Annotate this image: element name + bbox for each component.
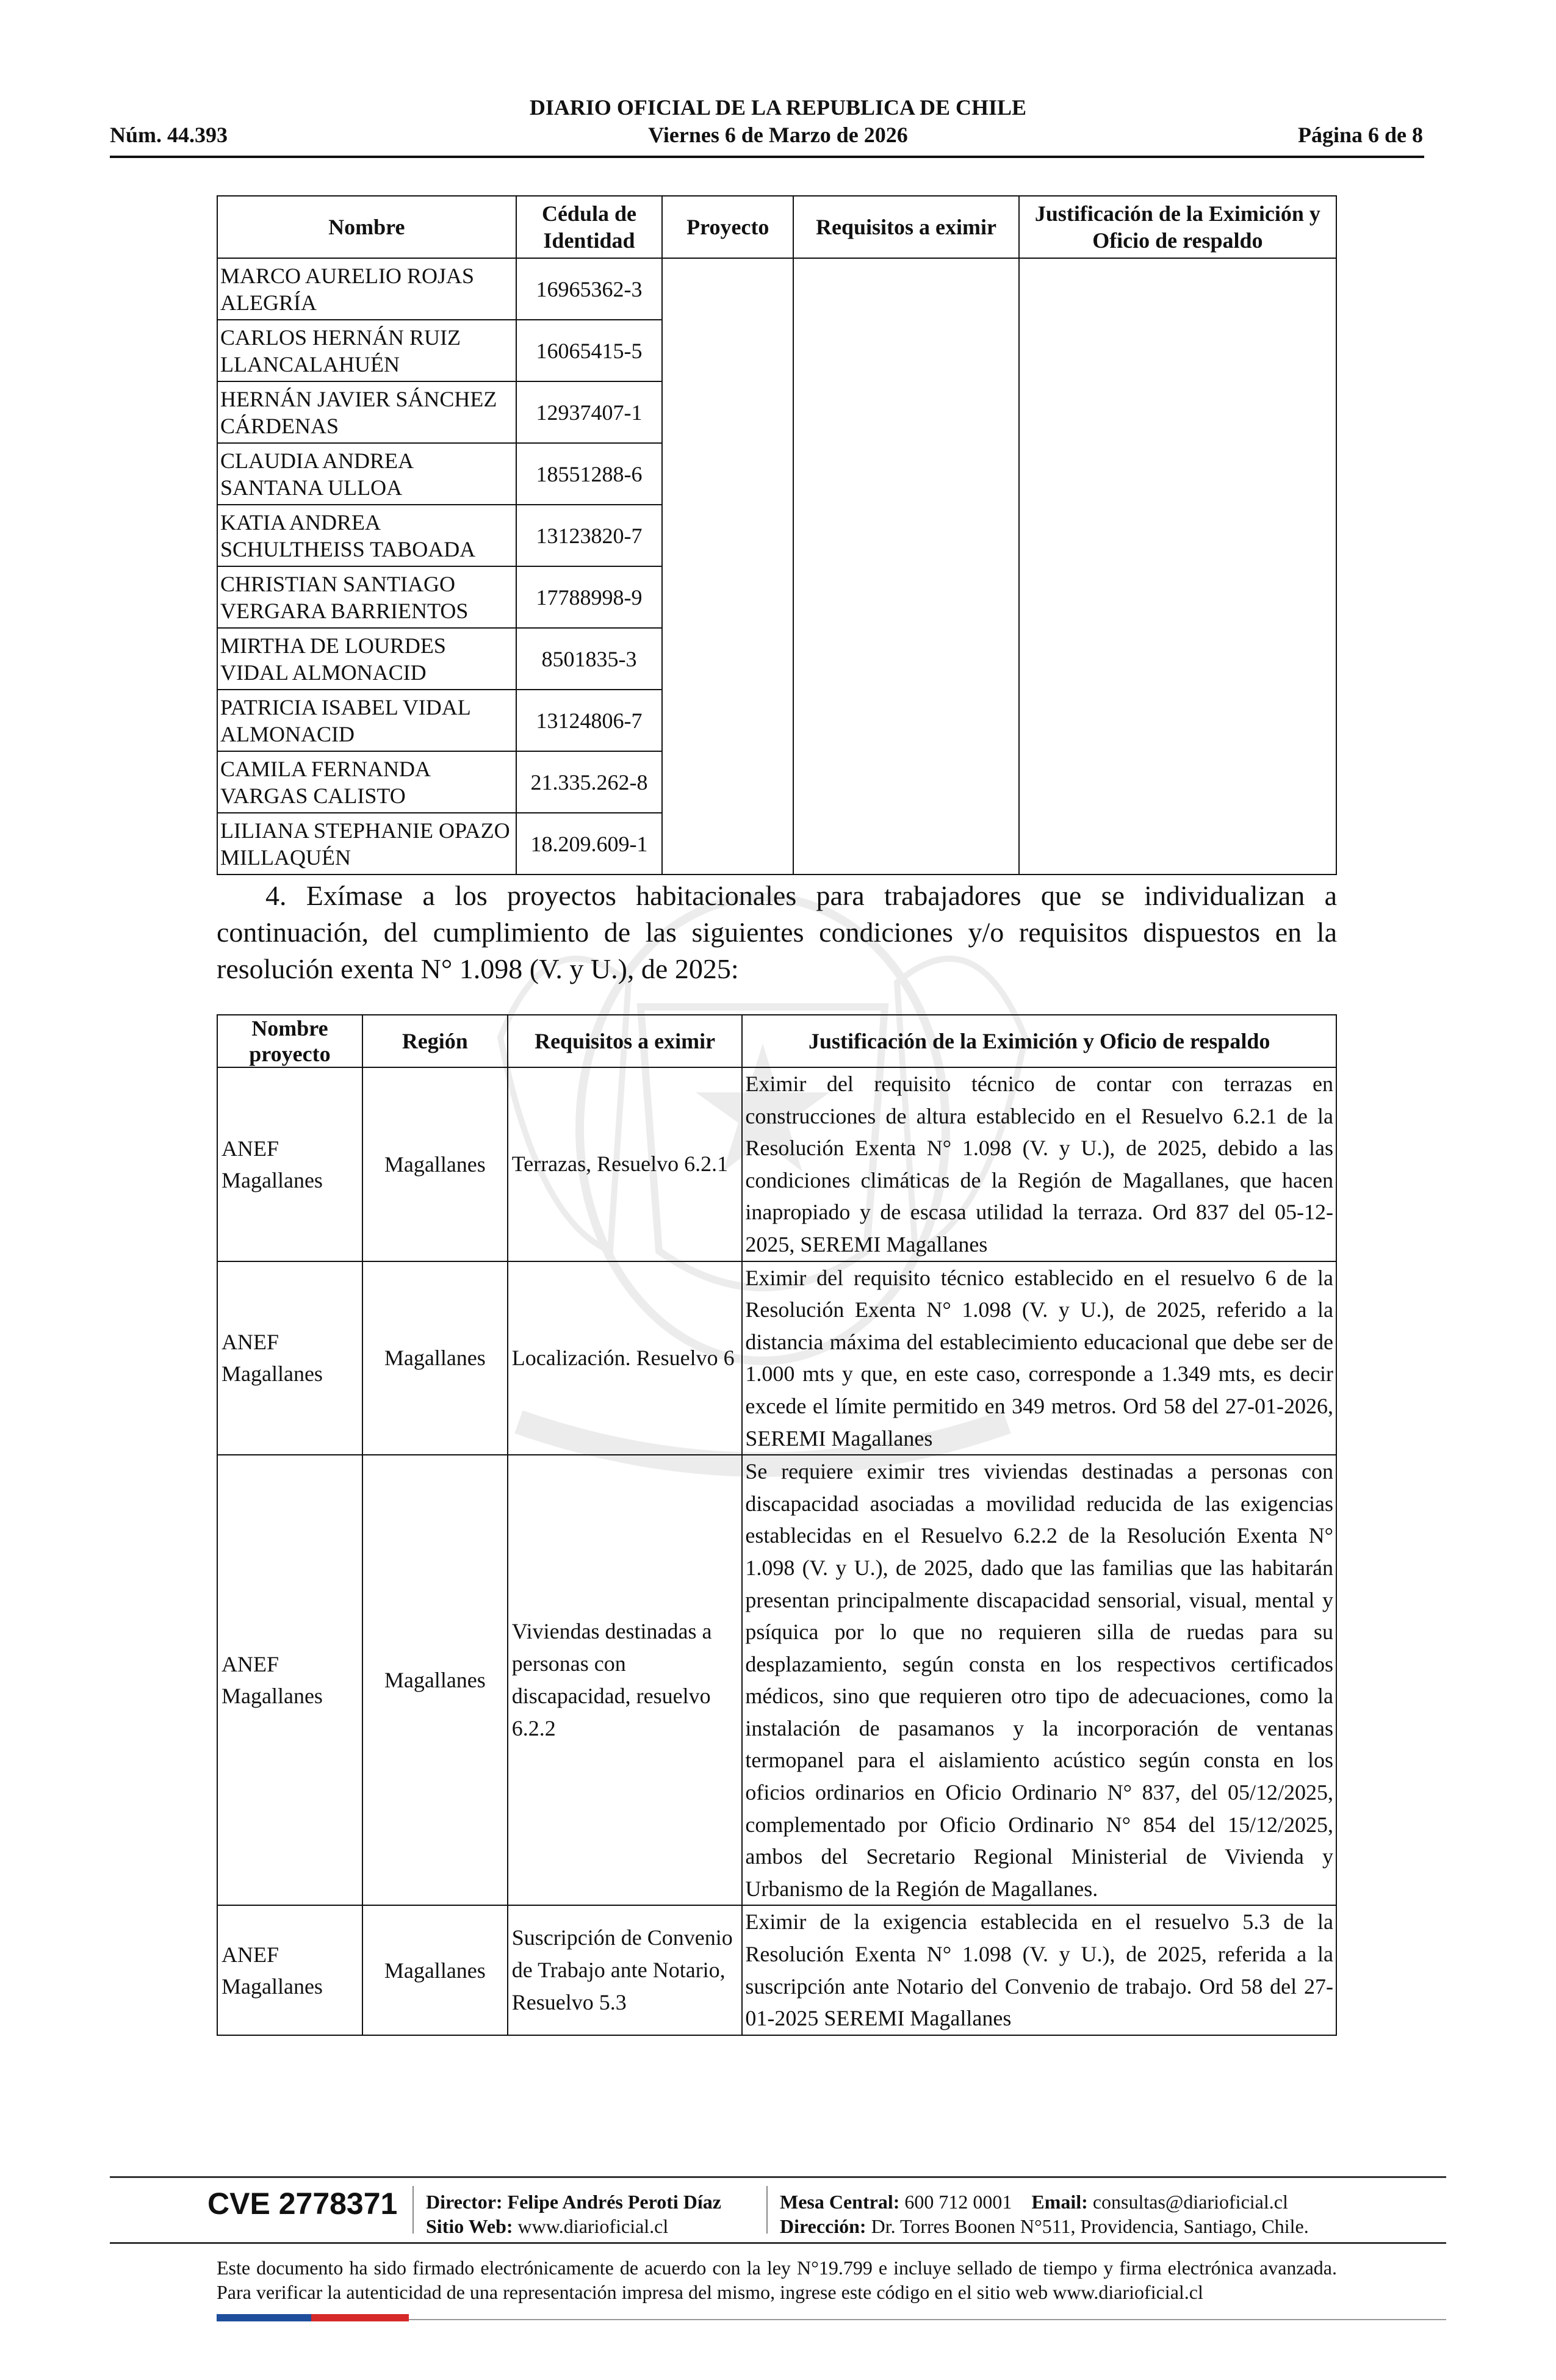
header-cell: Nombre proyecto	[217, 1015, 362, 1067]
requirement: Suscripción de Convenio de Trabajo ante Notario, Resuelvo 5.3	[508, 1905, 743, 2035]
table-row	[217, 1261, 1336, 1455]
worker-id: 18551288-6	[516, 443, 663, 505]
project-name: ANEF Magallanes	[217, 1067, 362, 1261]
footer-director-block	[426, 2190, 721, 2238]
worker-id: 21.335.262-8	[516, 751, 663, 813]
project-name: ANEF Magallanes	[217, 1455, 362, 1905]
director-label: Director:	[426, 2191, 503, 2213]
table-header-row	[217, 1015, 1336, 1067]
signature-disclaimer: Este documento ha sido firmado electrónicamente de acuerdo con la ley N°19.799 e incluye sellado de tiempo y firma electrónica avanzada. Para verificar la autenticidad de una representación impresa del mismo, ingrese este código en el sitio web www.diarioficial.cl	[217, 2257, 1337, 2303]
site-label: Sitio Web:	[426, 2215, 513, 2237]
footer-separator	[412, 2186, 414, 2234]
worker-id: 16065415-5	[516, 320, 663, 381]
table-row	[217, 1905, 1336, 2035]
workers-table	[217, 195, 1337, 875]
worker-name: KATIA ANDREA SCHULTHEISS TABOADA	[217, 505, 516, 566]
justification-cell	[1019, 258, 1336, 874]
header-divider	[110, 156, 1424, 158]
header-cell: Región	[362, 1015, 508, 1067]
region: Magallanes	[362, 1905, 508, 2035]
justification: Eximir del requisito técnico de contar con terrazas en construcciones de altura establecido en el Resuelvo 6.2.1 de la Resolución Exenta N° 1.098 (V. y U.), de 2025, debido a las condiciones climáticas de la Región de Magallanes, que hacen inapropiado y de escasa utilidad la terraza. Ord 837 del 05-12-2025, SEREMI Magallanes	[742, 1067, 1336, 1261]
requirement: Localización. Resuelvo 6	[508, 1261, 743, 1455]
site-link[interactable]: www.diarioficial.cl	[517, 2215, 669, 2237]
address-label: Dirección:	[780, 2215, 866, 2237]
worker-id: 13123820-7	[516, 505, 663, 566]
table-row	[217, 258, 1336, 320]
header-cell: Cédula de Identidad	[516, 196, 663, 258]
director-name: Felipe Andrés Peroti Díaz	[507, 2191, 721, 2213]
region: Magallanes	[362, 1261, 508, 1455]
phone-label: Mesa Central:	[780, 2191, 900, 2213]
region: Magallanes	[362, 1067, 508, 1261]
email-link[interactable]: consultas@diarioficial.cl	[1092, 2191, 1288, 2213]
worker-name: MARCO AURELIO ROJAS ALEGRÍA	[217, 258, 516, 320]
issue-number: Núm. 44.393	[110, 123, 228, 147]
justification: Eximir del requisito técnico establecido en el resuelvo 6 de la Resolución Exenta N° 1.098 (V. y U.), de 2025, referido a la distancia máxima del establecimiento educacional que debe ser de 1.000 mts y que, en este caso, corresponde a 1.349 mts, es decir excede el límite permitido en 349 metros. Ord 58 del 27-01-2026, SEREMI Magallanes	[742, 1261, 1336, 1455]
gazette-title: DIARIO OFICIAL DE LA REPUBLICA DE CHILE	[529, 95, 1027, 120]
requirement: Viviendas destinadas a personas con discapacidad, resuelvo 6.2.2	[508, 1455, 743, 1905]
justification: Eximir de la exigencia establecida en el resuelvo 5.3 de la Resolución Exenta N° 1.098 (V. y U.), de 2025, referida a la suscripción ante Notario del Convenio de trabajo. Ord 58 del 27-01-2025 SEREMI Magallanes	[742, 1905, 1336, 2035]
requirement: Terrazas, Resuelvo 6.2.1	[508, 1067, 743, 1261]
worker-name: HERNÁN JAVIER SÁNCHEZ CÁRDENAS	[217, 381, 516, 443]
worker-id: 13124806-7	[516, 690, 663, 751]
page-indicator: Página 6 de 8	[1297, 123, 1423, 147]
footer-bottom-line	[409, 2319, 1446, 2320]
project-name: ANEF Magallanes	[217, 1261, 362, 1455]
worker-name: CAMILA FERNANDA VARGAS CALISTO	[217, 751, 516, 813]
worker-id: 16965362-3	[516, 258, 663, 320]
header-cell: Justificación de la Eximición y Oficio de respaldo	[1019, 196, 1336, 258]
justification: Se requiere eximir tres viviendas destinadas a personas con discapacidad asociadas a movilidad reducida de las exigencias establecidas en el Resuelvo 6.2.2 de la Resolución Exenta N° 1.098 (V. y U.), de 2025, dado que las familias que las habitarán presentan principalmente discapacidad sensorial, visual, mental y psíquica por lo que no requieren silla de ruedas para su desplazamiento, según consta en los respectivos certificados médicos, sino que requieren otro tipo de adecuaciones, como la instalación de pasamanos y la incorporación de ventanas termopanel para el aislamiento acústico según consta en los oficios ordinarios en Oficio Ordinario N° 837, del 05/12/2025, complementado por Oficio Ordinario N° 854 del 15/12/2025, ambos del Secretario Regional Ministerial de Vivienda y Urbanismo de la Región de Magallanes.	[742, 1455, 1336, 1905]
paragraph-4	[217, 878, 1337, 987]
project-cell	[662, 258, 793, 874]
address-text: Dr. Torres Boonen N°511, Providencia, Santiago, Chile.	[871, 2215, 1309, 2237]
worker-name: CLAUDIA ANDREA SANTANA ULLOA	[217, 443, 516, 505]
flag-bar-red	[311, 2314, 409, 2321]
worker-name: LILIANA STEPHANIE OPAZO MILLAQUÉN	[217, 813, 516, 874]
region: Magallanes	[362, 1455, 508, 1905]
phone-number: 600 712 0001	[904, 2191, 1012, 2213]
worker-name: PATRICIA ISABEL VIDAL ALMONACID	[217, 690, 516, 751]
header-cell: Nombre	[217, 196, 516, 258]
table-header-row	[217, 196, 1336, 258]
footer-contact-block	[780, 2190, 1309, 2238]
worker-name: CARLOS HERNÁN RUIZ LLANCALAHUÉN	[217, 320, 516, 381]
table-row	[217, 1067, 1336, 1261]
projects-table	[217, 1014, 1337, 2036]
requirements-cell	[793, 258, 1019, 874]
issue-date: Viernes 6 de Marzo de 2026	[648, 123, 908, 147]
table-row	[217, 1455, 1336, 1905]
worker-id: 8501835-3	[516, 628, 663, 690]
footer-separator	[766, 2186, 768, 2234]
email-label: Email:	[1031, 2191, 1088, 2213]
worker-name: CHRISTIAN SANTIAGO VERGARA BARRIENTOS	[217, 566, 516, 628]
cve-code: CVE 2778371	[207, 2187, 398, 2221]
header-cell: Justificación de la Eximición y Oficio de respaldo	[742, 1015, 1336, 1067]
header-cell: Requisitos a eximir	[508, 1015, 743, 1067]
footer-divider	[110, 2176, 1446, 2178]
flag-bar-blue	[217, 2314, 311, 2321]
footer-divider	[110, 2242, 1446, 2244]
worker-id: 12937407-1	[516, 381, 663, 443]
paragraph-4-text: 4. Exímase a los proyectos habitacionales para trabajadores que se individualizan a continuación, del cumplimiento de las siguientes condiciones y/o requisitos dispuestos en la resolución exenta N° 1.098 (V. y U.), de 2025:	[217, 880, 1337, 984]
header-cell: Requisitos a eximir	[793, 196, 1019, 258]
worker-id: 17788998-9	[516, 566, 663, 628]
worker-id: 18.209.609-1	[516, 813, 663, 874]
project-name: ANEF Magallanes	[217, 1905, 362, 2035]
worker-name: MIRTHA DE LOURDES VIDAL ALMONACID	[217, 628, 516, 690]
header-cell: Proyecto	[662, 196, 793, 258]
